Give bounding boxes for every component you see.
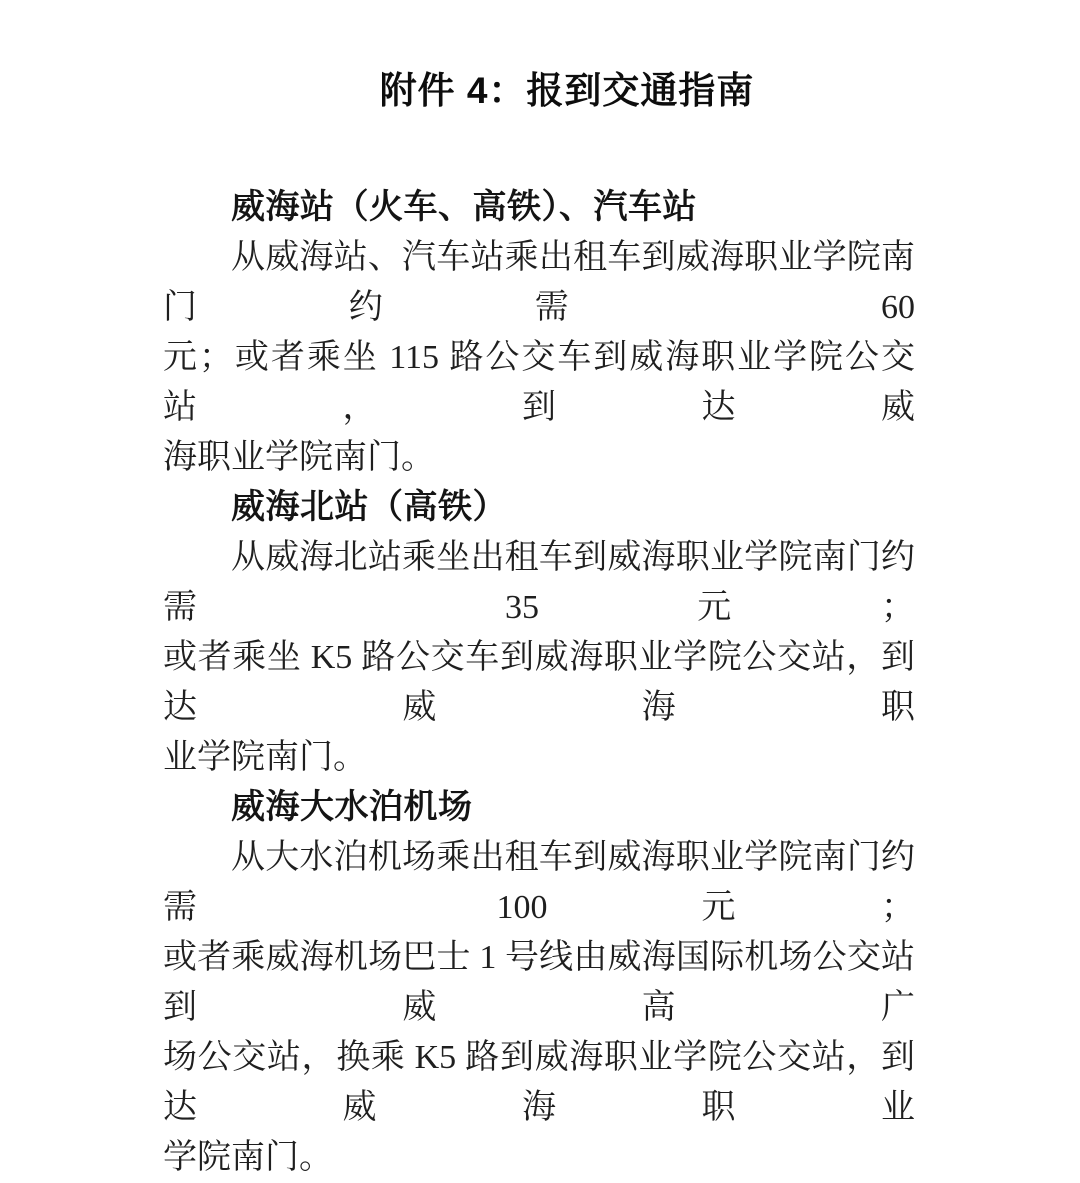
section-heading-dashuibo-airport: 威海大水泊机场 <box>231 789 473 826</box>
body-line: 从威海站、汽车站乘出租车到威海职业学院南门约需 60 <box>163 239 915 326</box>
body-line: 元；或者乘坐 115 路公交车到威海职业学院公交站，到达威 <box>163 339 915 426</box>
section-weihai-north-station <box>163 483 915 783</box>
body-line: 海职业学院南门。 <box>163 439 435 476</box>
body-line: 学院南门。 <box>163 1139 333 1176</box>
body-line: 业学院南门。 <box>163 739 367 776</box>
body-line: 或者乘坐 K5 路公交车到威海职业学院公交站，到达威海职 <box>163 639 915 726</box>
section-heading-weihai-station: 威海站（火车、高铁）、汽车站 <box>231 189 697 226</box>
body-line: 场公交站，换乘 K5 路到威海职业学院公交站，到达威海职业 <box>163 1039 915 1126</box>
body-line: 从大水泊机场乘出租车到威海职业学院南门约需 100 元； <box>163 839 915 926</box>
section-heading-weihai-north-station: 威海北站（高铁） <box>231 489 507 526</box>
document-title: 附件 4：报到交通指南 <box>379 70 755 111</box>
body-line: 从威海北站乘坐出租车到威海职业学院南门约需 35 元； <box>163 539 915 626</box>
body-line: 或者乘威海机场巴士 1 号线由威海国际机场公交站到威高广 <box>163 939 915 1026</box>
section-dashuibo-airport <box>163 783 915 1183</box>
document-content <box>163 66 915 1183</box>
section-weihai-station <box>163 183 915 483</box>
